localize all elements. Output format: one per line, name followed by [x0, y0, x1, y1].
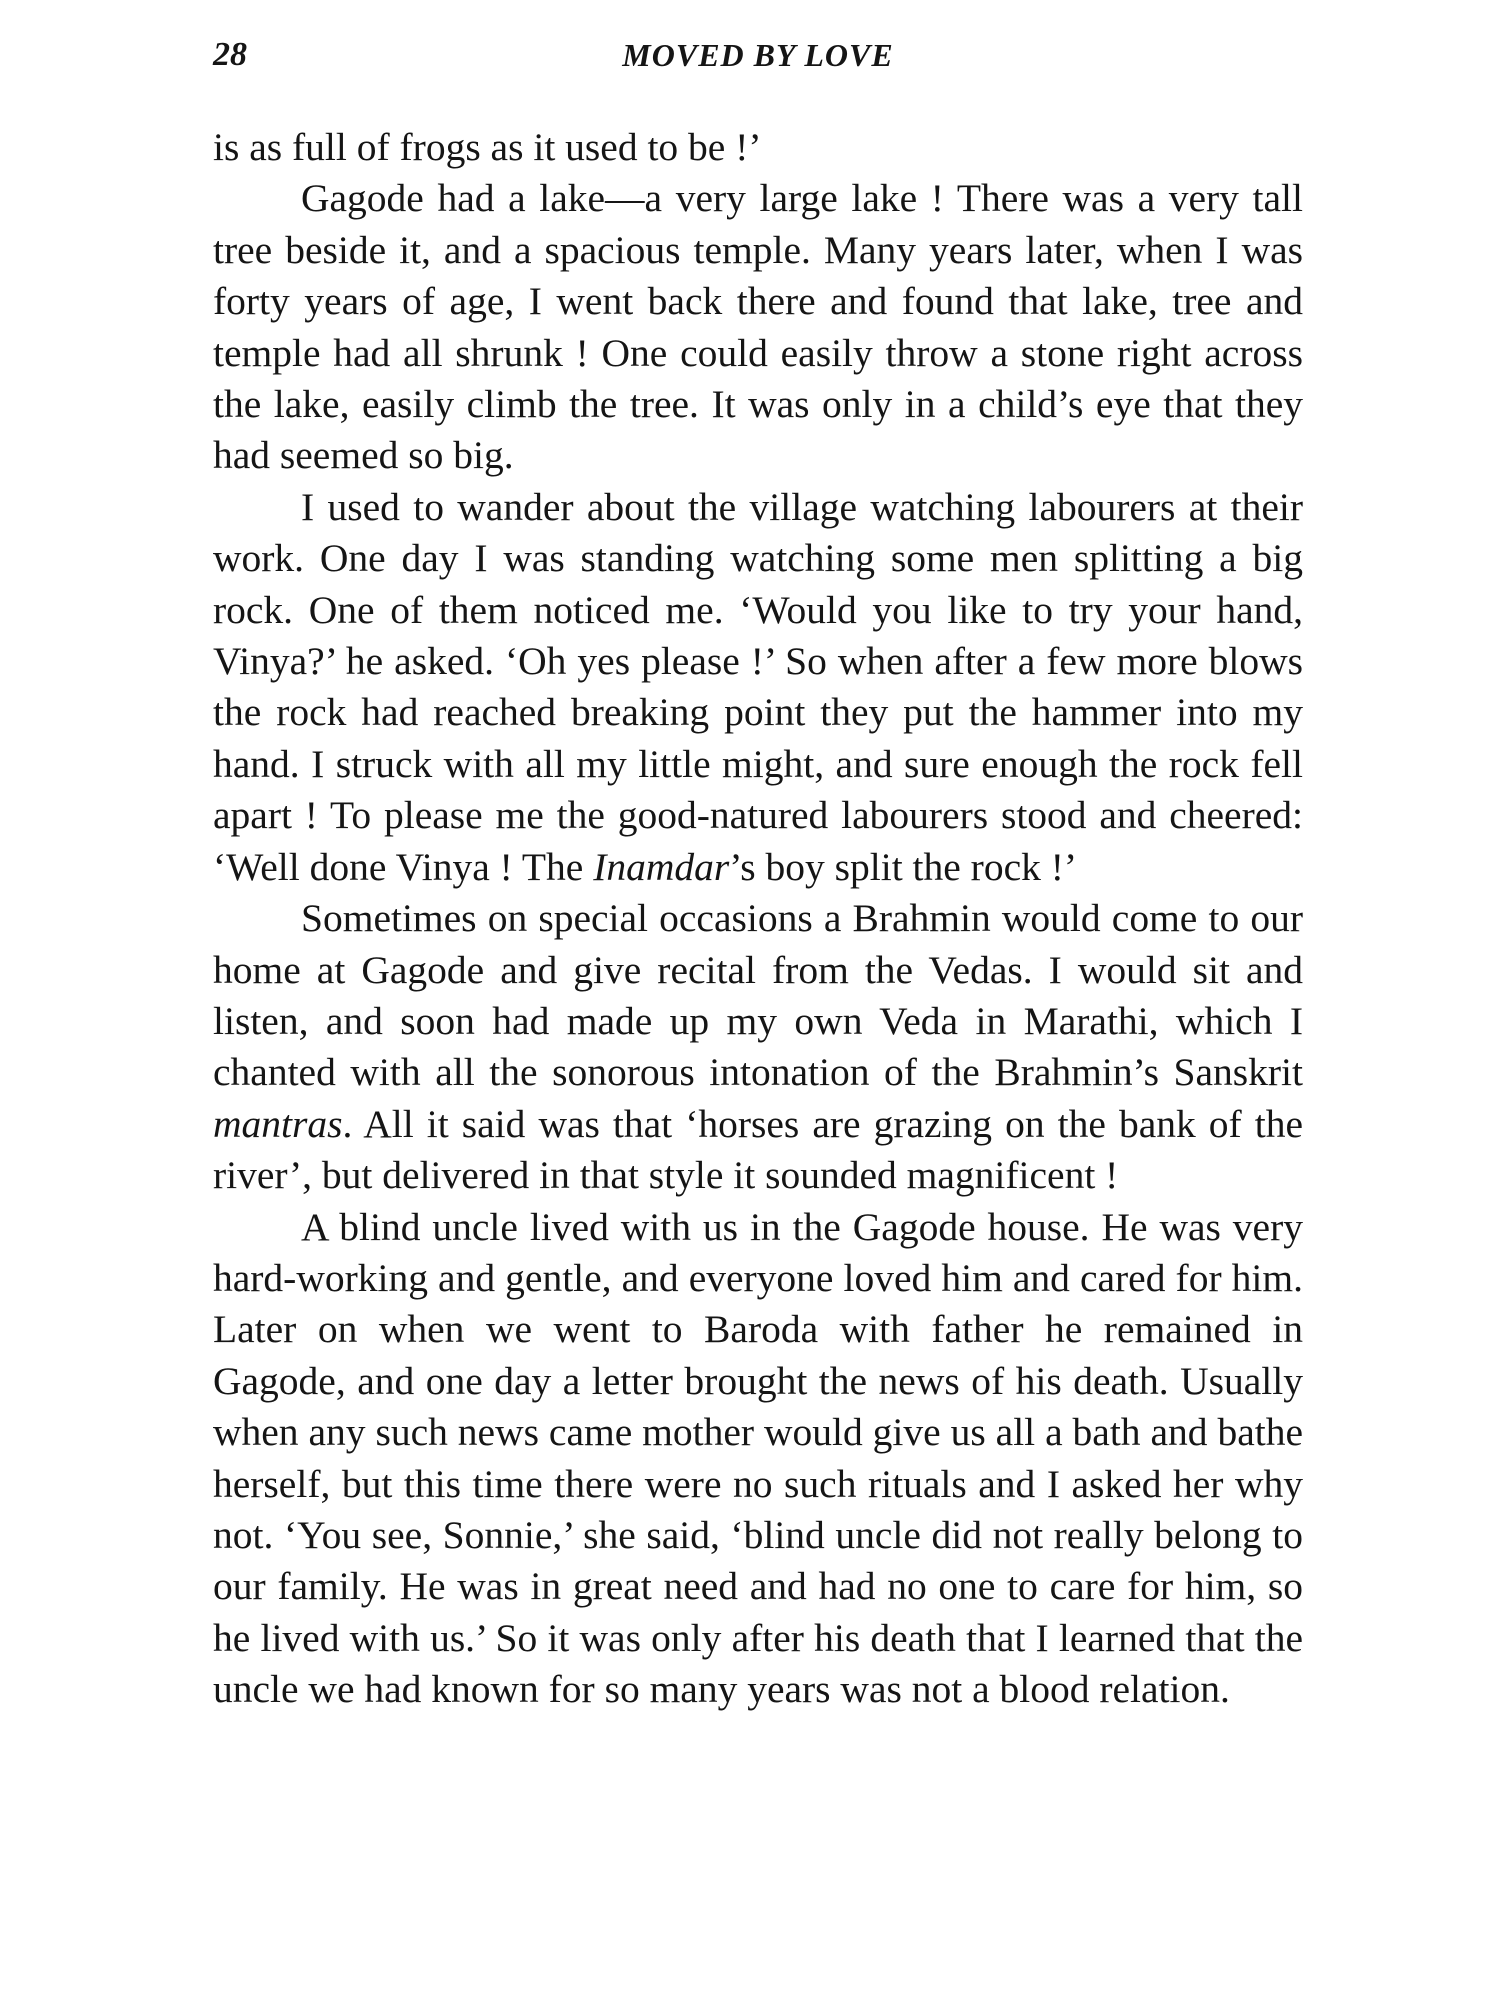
running-head	[213, 30, 1303, 80]
body-text	[213, 122, 1303, 1716]
paragraph-text: is as full of frogs as it used to be !’	[213, 125, 762, 169]
paragraph-continuation	[213, 122, 1303, 173]
paragraph-labourers	[213, 482, 1303, 893]
paragraph-text: Gagode had a lake—a very large lake ! There was a very tall tree beside it, and a spacious temple. Many years later, when I was forty years of age, I went back there and found that lake, tree and temple had all shrunk ! One could easily throw a stone right across the lake, easily climb the tree. It was only in a child’s eye that they had seemed so big.	[213, 176, 1303, 478]
page-number: 28	[213, 36, 247, 73]
italic-term: mantras	[213, 1101, 343, 1146]
paragraph-brahmin-recital	[213, 893, 1303, 1201]
paragraph-blind-uncle	[213, 1202, 1303, 1716]
paragraph-text: I used to wander about the village watching labourers at their work. One day I was standing watching some men splitting a big rock. One of them noticed me. ‘Would you like to try your hand, Vinya?’ he asked. ‘Oh yes please !’ So when after a few more blows the rock had reached breaking point they put the hammer into my hand. I struck with all my little might, and sure enough the rock fell apart ! To please me the good-natured labourers stood and cheered: ‘Well done Vinya ! The	[213, 484, 1303, 889]
paragraph-text: ’s boy split the rock !’	[729, 844, 1078, 889]
italic-term: Inamdar	[593, 844, 730, 889]
book-title: MOVED BY LOVE	[622, 37, 894, 73]
paragraph-text: . All it said was that ‘horses are grazing on the bank of the river’, but delivered in that style it sounded magnificent !	[213, 1101, 1303, 1198]
paragraph-text: A blind uncle lived with us in the Gagode house. He was very hard-working and gentle, and everyone loved him and cared for him. Later on when we went to Baroda with father he remained in Gagode, and one day a letter brought the news of his death. Usually when any such news came mother would give us all a bath and bathe herself, but this time there were no such rituals and I asked her why not. ‘You see, Sonnie,’ she said, ‘blind uncle did not really belong to our family. He was in great need and had no one to care for him, so he lived with us.’ So it was only after his death that I learned that the uncle we had known for so many years was not a blood relation.	[213, 1204, 1303, 1712]
paragraph-gagode-lake	[213, 173, 1303, 481]
paragraph-text: Sometimes on special occasions a Brahmin would come to our home at Gagode and give recital from the Vedas. I would sit and listen, and soon had made up my own Veda in Marathi, which I chanted with all the sonorous intonation of the Brahmin’s Sanskrit	[213, 896, 1303, 1095]
